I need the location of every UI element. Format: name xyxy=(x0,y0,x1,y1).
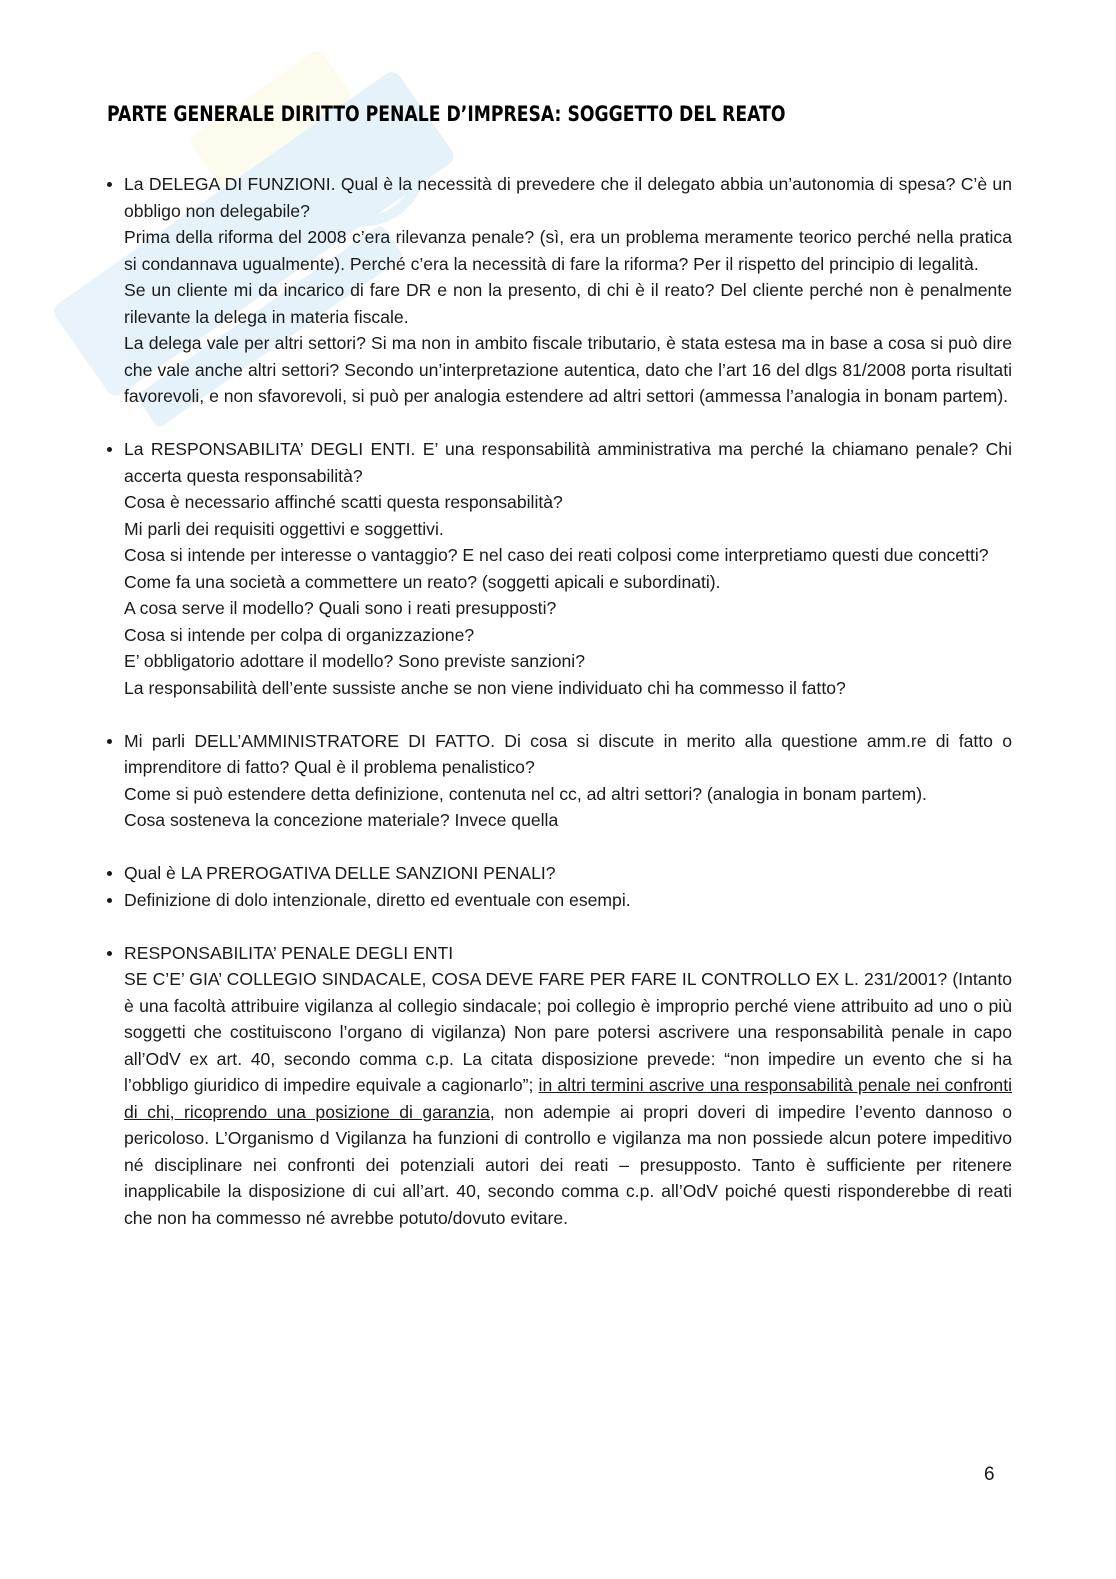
paragraph: Mi parli DELL’AMMINISTRATORE DI FATTO. Di cosa si discute in merito alla questione amm.re di fatto o imprenditore di fatto? Qual è il problema penalistico? xyxy=(124,730,1012,777)
paragraph: Cosa sosteneva la concezione materiale? Invece quella xyxy=(124,810,559,830)
paragraph: Prima della riforma del 2008 c’era rilevanza penale? (sì, era un problema meramente teorico perché nella pratica si condannava ugualmente). Perché c’era la necessità di fare la riforma? Per il rispetto del principio di legalità. xyxy=(124,227,1012,274)
page-title: PARTE GENERALE DIRITTO PENALE D’IMPRESA: SOGGETTO DEL REATO xyxy=(107,102,786,126)
section-heading: RESPONSABILITA’ PENALE DEGLI ENTI xyxy=(124,942,454,963)
body-text: SE C’E’ GIA’ COLLEGIO SINDACALE, COSA DEVE FARE PER FARE IL CONTROLLO EX L. 231/2001? (Intanto è una facoltà attribuire vigilanza al collegio sindacale; poi collegio è improprio perché viene attribuito ad uno o più soggetti che costituiscono l’organo di vigilanza) Non pare potersi ascrivere una responsabilità penale in capo all’OdV ex art. 40, secondo comma c.p. La citata disposizione prevede: “non impedire un evento che si ha l’obbligo giuridico di impedire equivale a cagionarlo”; xyxy=(124,969,1012,1095)
page-number: 6 xyxy=(984,1464,995,1485)
paragraph: Qual è LA PREROGATIVA DELLE SANZIONI PENALI? xyxy=(124,863,556,883)
paragraph: Mi parli dei requisiti oggettivi e soggettivi. xyxy=(124,518,444,539)
list-item-dolo xyxy=(107,887,1012,914)
paragraph: Definizione di dolo intenzionale, diretto ed eventuale con esempi. xyxy=(124,889,631,910)
body-text: , non adempie ai propri doveri di impedire l’evento dannoso o pericoloso. L’Organismo d Vigilanza ha funzioni di controllo e vigilanza ma non possiede alcun potere impeditivo né disciplinare nei confronti dei potenziali autori dei reati – presupposto. Tanto è sufficiente per ritenere inapplicabile la disposizione di cui all’art. 40, secondo comma c.p. all’OdV poiché questi risponderebbe di reati che non ha commesso né avrebbe potuto/dovuto evitare. xyxy=(124,1101,1012,1228)
paragraph: Se un cliente mi da incarico di fare DR e non la presento, di chi è il reato? Del cliente perché non è penalmente rilevante la delega in materia fiscale. xyxy=(124,280,1012,327)
list-item-responsabilita-enti xyxy=(107,436,1012,701)
paragraph: La delega vale per altri settori? Si ma non in ambito fiscale tributario, è stata estesa ma in base a cosa si può dire che vale anche altri settori? Secondo un’interpretazione autentica, dato che l’art 16 del dlgs 81/2008 porta risultati favorevoli, e non sfavorevoli, si può per analogia estendere ad altri settori (ammessa l’analogia in bonam partem). xyxy=(124,333,1012,406)
paragraph: La responsabilità dell’ente sussiste anche se non viene individuato chi ha commesso il fatto? xyxy=(124,677,846,698)
paragraph: E’ obbligatorio adottare il modello? Sono previste sanzioni? xyxy=(124,651,585,671)
list-item-amministratore-di-fatto xyxy=(107,728,1012,834)
paragraph: Cosa è necessario affinché scatti questa responsabilità? xyxy=(124,492,563,512)
paragraph: Come si può estendere detta definizione, contenuta nel cc, ad altri settori? (analogia in bonam partem). xyxy=(124,783,927,804)
paragraph: Cosa si intende per colpa di organizzazione? xyxy=(124,624,475,645)
paragraph xyxy=(124,966,1012,1231)
list-item-delega xyxy=(107,171,1012,410)
paragraph: Come fa una società a commettere un reato? (soggetti apicali e subordinati). xyxy=(124,571,721,592)
paragraph: Cosa si intende per interesse o vantaggio? E nel caso dei reati colposi come interpretiamo questi due concetti? xyxy=(124,545,989,565)
document-body xyxy=(107,171,1012,1231)
paragraph: La DELEGA DI FUNZIONI. Qual è la necessità di prevedere che il delegato abbia un’autonomia di spesa? C’è un obbligo non delegabile? xyxy=(124,174,1012,221)
underlined-text: in altri termini ascrive una responsabilità penale nei confronti di chi, ricoprendo una posizione di garanzia xyxy=(124,1075,1013,1122)
list-item-responsabilita-penale-enti xyxy=(107,940,1012,1232)
paragraph: La RESPONSABILITA’ DEGLI ENTI. E’ una responsabilità amministrativa ma perché la chiamano penale? Chi accerta questa responsabilità? xyxy=(124,439,1012,486)
list-item-prerogativa xyxy=(107,860,1012,887)
paragraph: A cosa serve il modello? Quali sono i reati presupposti? xyxy=(124,598,557,618)
